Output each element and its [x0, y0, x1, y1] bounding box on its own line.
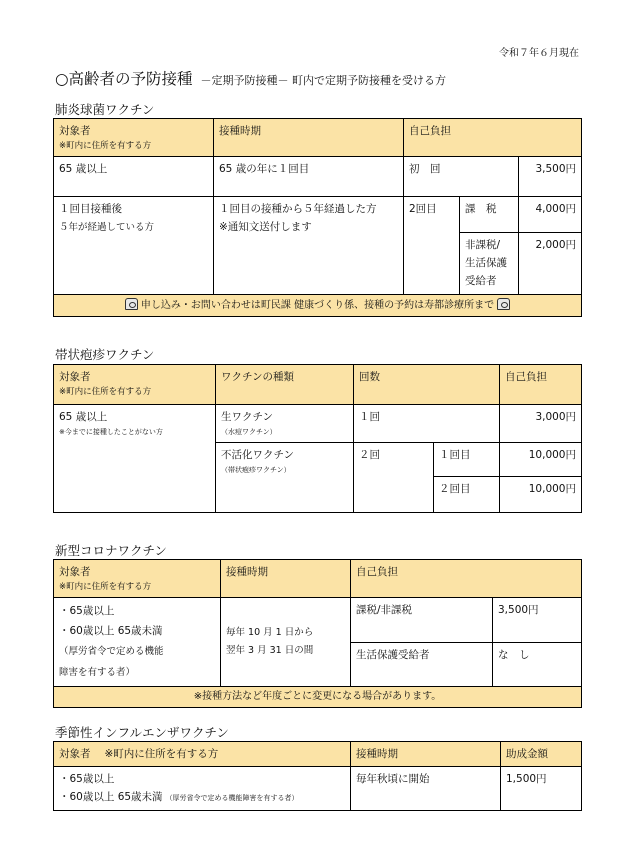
- flu-header-cost: 助成金額: [501, 742, 582, 767]
- zoster-dose1-price: 10,000円: [500, 443, 582, 477]
- covid-timing: 毎年 10 月 1 日から 翌年 3 月 31 日の間: [221, 598, 351, 687]
- page-title-sub: －定期予防接種－ 町内で定期予防接種を受ける方: [200, 74, 447, 87]
- pneumo-r1-kind: 初 回: [404, 157, 519, 197]
- zoster-header-target-note: ※町内に住所を有する方: [59, 387, 152, 397]
- zoster-table: [53, 364, 582, 513]
- section-heading-zoster: 帯状疱疹ワクチン: [55, 347, 155, 362]
- covid-header-cost: 自己負担: [351, 560, 582, 598]
- zoster-live-price: 3,000円: [500, 405, 582, 443]
- covid-tax-price: 3,500円: [493, 598, 582, 643]
- pneumo-r2-kind: 2回目: [404, 197, 460, 295]
- covid-welfare-price: な し: [493, 642, 582, 687]
- flu-table: [53, 741, 582, 811]
- covid-table: [53, 559, 582, 708]
- zoster-header-target: 対象者 ※町内に住所を有する方: [54, 365, 216, 405]
- pneumo-r2-exempt: 非課税/ 生活保護 受給者: [460, 233, 519, 295]
- covid-target: ・65歳以上 ・60歳以上 65歳未満 （厚労省令で定める機能 障害を有する者）: [54, 598, 221, 687]
- pneumo-r1-timing: 65 歳の年に１回目: [214, 157, 404, 197]
- zoster-inactive: 不活化ワクチン （帯状疱疹ワクチン）: [216, 443, 354, 513]
- section-heading-covid: 新型コロナワクチン: [55, 543, 167, 558]
- pneumo-r2-timing: １回目の接種から５年経過した方 ※通知文送付します: [214, 197, 404, 295]
- flu-price: 1,500円: [501, 767, 582, 811]
- page-title-main: ○高齢者の予防接種: [55, 70, 193, 88]
- page-title: [55, 67, 446, 89]
- pneumo-header-target: 対象者 ※町内に住所を有する方: [54, 119, 214, 157]
- covid-header-timing: 接種時期: [221, 560, 351, 598]
- pneumo-r2-target: １回目接種後 ５年が経過している方: [54, 197, 214, 295]
- pneumo-header-target-note: ※町内に住所を有する方: [59, 141, 152, 151]
- zoster-target-note: ※今までに接種したことがない方: [59, 428, 163, 436]
- zoster-live: 生ワクチン （水痘ワクチン）: [216, 405, 354, 443]
- covid-tax: 課税/非課税: [351, 598, 493, 643]
- flu-header-target: 対象者 ※町内に住所を有する方: [54, 742, 351, 767]
- pneumo-table: [53, 118, 582, 317]
- flu-target: ・65歳以上 ・60歳以上 65歳未満 （厚労省令で定める機能障害を有する者）: [54, 767, 351, 811]
- zoster-dose2: ２回目: [434, 477, 500, 513]
- zoster-header-type: ワクチンの種類: [216, 365, 354, 405]
- date-label: 令和７年６月現在: [499, 48, 579, 59]
- covid-note: ※接種方法など年度ごとに変更になる場合があります。: [54, 687, 582, 708]
- pneumo-r2-tax: 課 税: [460, 197, 519, 233]
- covid-welfare: 生活保護受給者: [351, 642, 493, 687]
- zoster-target: 65 歳以上 ※今までに接種したことがない方: [54, 405, 216, 513]
- phone-icon: [497, 298, 510, 310]
- zoster-dose1: １回目: [434, 443, 500, 477]
- flu-timing: 毎年秋頃に開始: [351, 767, 501, 811]
- pneumo-header-timing: 接種時期: [214, 119, 404, 157]
- covid-header-target-note: ※町内に住所を有する方: [59, 582, 152, 592]
- pneumo-note: 申し込み・お問い合わせは町民課 健康づくり係、接種の予約は寿都診療所まで: [54, 295, 582, 317]
- flu-header-timing: 接種時期: [351, 742, 501, 767]
- covid-header-target: 対象者 ※町内に住所を有する方: [54, 560, 221, 598]
- zoster-live-count: １回: [354, 405, 500, 443]
- zoster-header-cost: 自己負担: [500, 365, 582, 405]
- phone-icon: [125, 298, 138, 310]
- pneumo-r1-price: 3,500円: [519, 157, 582, 197]
- section-heading-pneumo: 肺炎球菌ワクチン: [55, 102, 155, 117]
- pneumo-r2-exempt-price: 2,000円: [519, 233, 582, 295]
- pneumo-header-cost: 自己負担: [404, 119, 582, 157]
- pneumo-r2-tax-price: 4,000円: [519, 197, 582, 233]
- zoster-dose2-price: 10,000円: [500, 477, 582, 513]
- zoster-inactive-count: ２回: [354, 443, 434, 513]
- zoster-header-count: 回数: [354, 365, 500, 405]
- section-heading-flu: 季節性インフルエンザワクチン: [55, 725, 229, 740]
- pneumo-r1-target: 65 歳以上: [54, 157, 214, 197]
